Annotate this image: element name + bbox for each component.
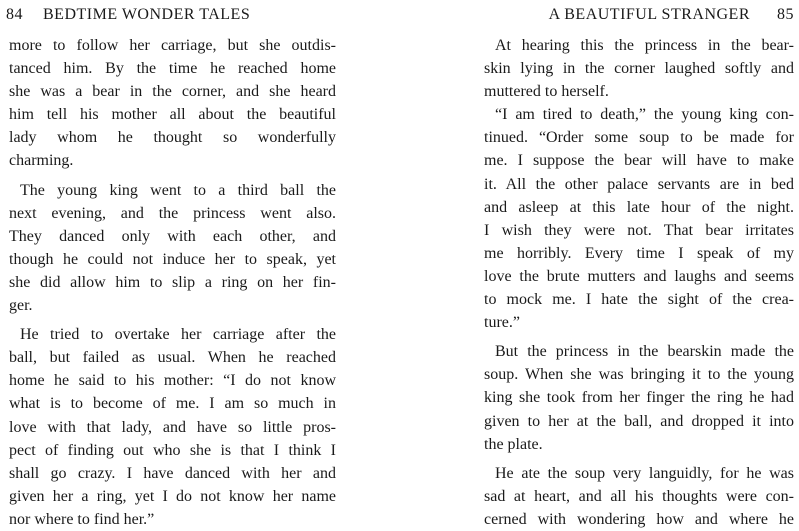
right-page	[470, 0, 794, 528]
text-line: He ate the soup very languidly, for he was	[495, 464, 794, 482]
text-line: me horribly. Every time I speak of my	[484, 244, 794, 262]
text-line: At hearing this the princess in the bear-	[495, 37, 794, 54]
text-line: it. All the other palace servants are in bed	[484, 175, 794, 193]
text-line: more to follow her carriage, but she outdis-	[9, 37, 336, 54]
text-line: tinued. “Order some soup to be made for	[484, 129, 794, 147]
text-line: pect of finding out who she is that I think I	[9, 441, 336, 459]
text-line: next evening, and the princess went also.	[9, 204, 336, 222]
text-line: sad at heart, and all his thoughts were con-	[484, 487, 794, 505]
text-line: The young king went to a third ball the	[20, 181, 336, 199]
text-line: ball, but failed as usual. When he reached	[9, 349, 336, 367]
left-page	[0, 0, 336, 528]
text-line: ture.”	[484, 314, 520, 332]
text-line: “I am tired to death,” the young king con-	[495, 106, 794, 124]
text-line: she was a bear in the corner, and she heard	[9, 83, 336, 101]
text-line: muttered to herself.	[484, 83, 609, 101]
text-line: given to her at the ball, and dropped it into	[484, 412, 794, 430]
text-line: They danced only with each other, and	[9, 227, 336, 245]
text-line: cerned with wondering how and where he	[484, 510, 794, 528]
text-line: love with that lady, and have so little pros-	[9, 418, 336, 436]
text-line: given her a ring, yet I do not know her name	[9, 487, 336, 505]
page-number: 84	[6, 6, 23, 23]
text-line: the plate.	[484, 435, 543, 453]
text-line: home he said to his mother: “I do not know	[9, 372, 336, 390]
text-line: I wish they were not. That bear irritates	[484, 221, 794, 239]
text-line: nor where to find her.”	[9, 510, 155, 528]
text-line: love the brute mutters and laughs and seems	[484, 267, 794, 285]
text-line: me. I suppose the bear will have to make	[484, 152, 794, 170]
text-line: lady whom he thought so wonderfully	[9, 129, 336, 147]
running-title: BEDTIME WONDER TALES	[43, 6, 251, 23]
text-line: him tell his mother all about the beautiful	[9, 106, 336, 124]
running-title: A BEAUTIFUL STRANGER	[548, 6, 750, 23]
page-body	[484, 34, 794, 531]
text-line: shall go crazy. I have danced with her and	[9, 464, 336, 482]
page-body	[9, 34, 336, 531]
text-line: skin lying in the corner laughed softly and	[484, 60, 794, 78]
text-line: soup. When she was bringing it to the young	[484, 366, 794, 384]
text-line: king she took from her finger the ring he had	[484, 389, 794, 407]
text-line: tanced him. By the time he reached home	[9, 60, 336, 78]
text-line: But the princess in the bearskin made the	[495, 343, 794, 361]
page-number: 85	[777, 6, 794, 23]
text-line: she did allow him to slip a ring on her fin-	[9, 273, 336, 291]
text-line: He tried to overtake her carriage after the	[20, 326, 336, 344]
text-line: charming.	[9, 152, 74, 170]
running-head-right	[470, 6, 794, 26]
text-line: to mock me. I hate the sight of the crea-	[484, 291, 794, 309]
text-line: ger.	[9, 297, 33, 315]
text-line: though he could not induce her to speak, yet	[9, 250, 336, 268]
running-head-left	[0, 6, 336, 26]
text-line: what is to become of me. I am so much in	[9, 395, 336, 413]
text-line: and asleep at this late hour of the night.	[484, 198, 794, 216]
